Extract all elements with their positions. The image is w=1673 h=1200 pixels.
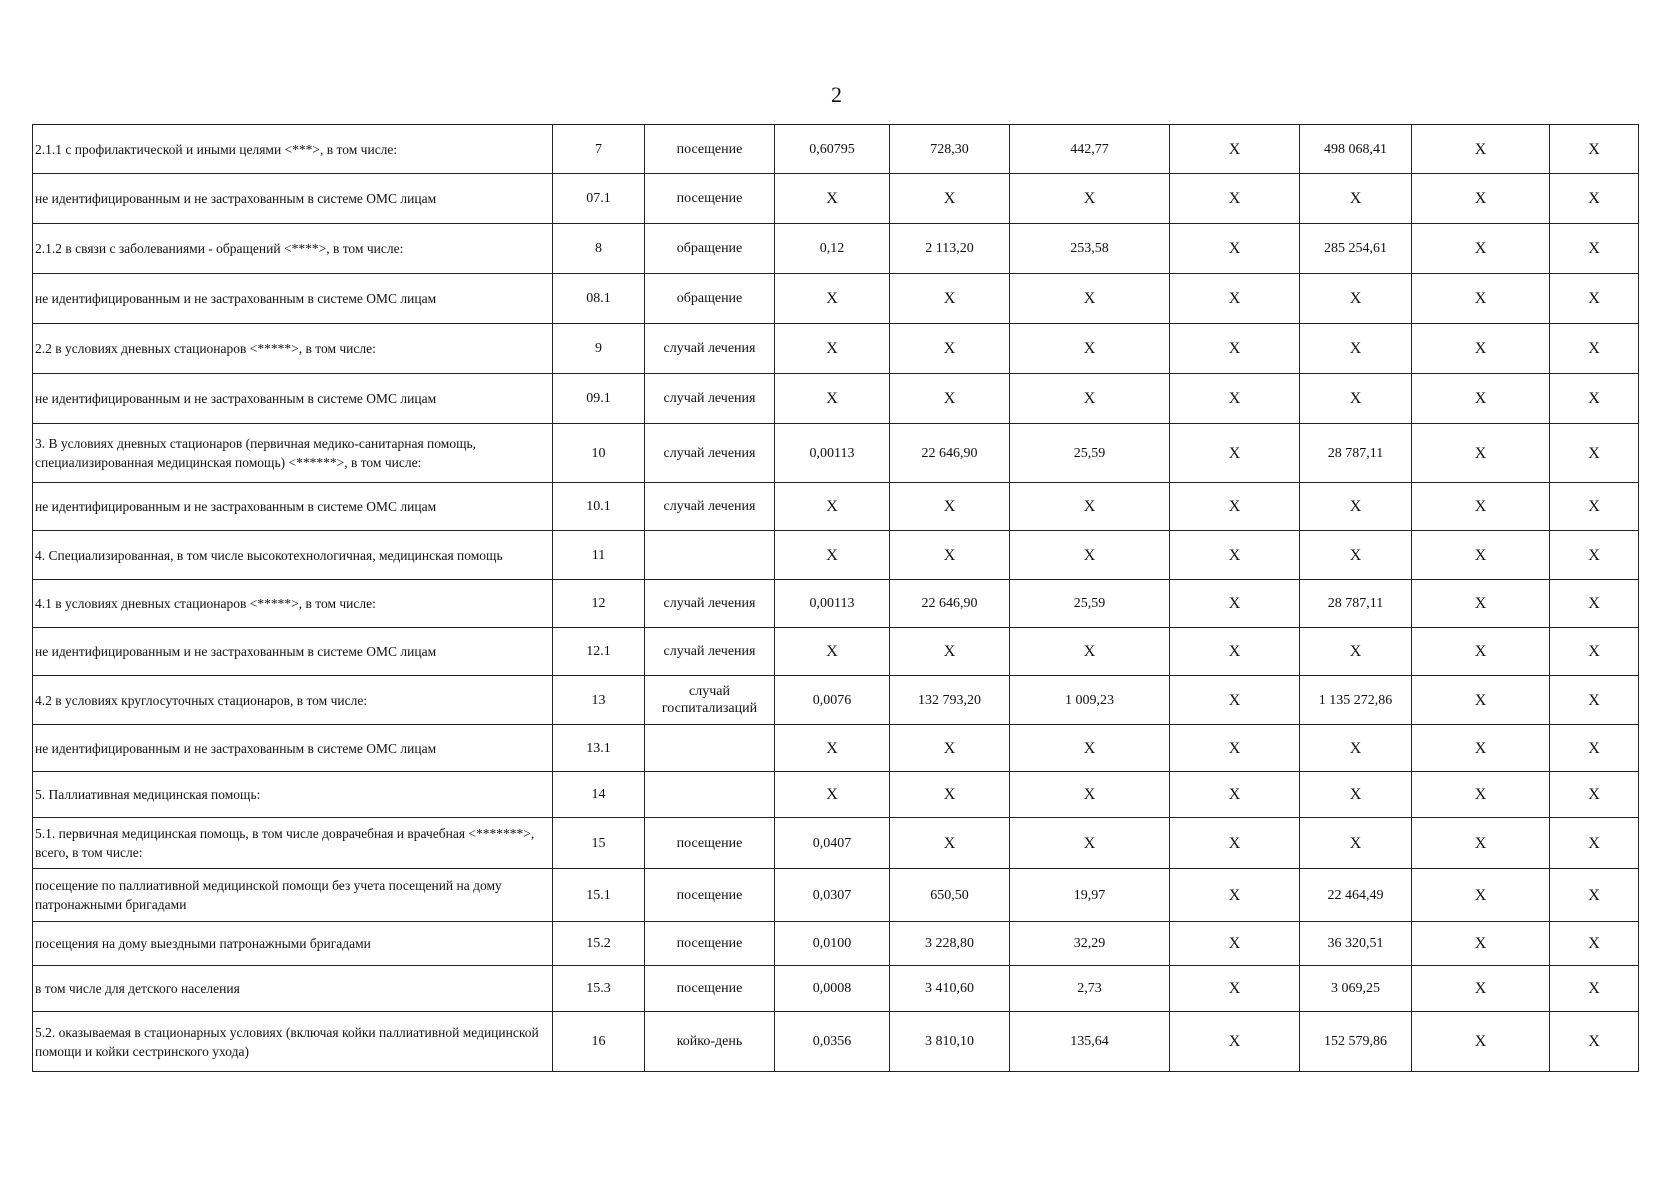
row-value: X <box>1170 224 1300 274</box>
row-code: 10.1 <box>553 483 645 531</box>
table-row <box>33 580 1639 628</box>
row-value: X <box>1412 922 1550 966</box>
row-value: X <box>1412 628 1550 676</box>
row-value: 1 135 272,86 <box>1300 676 1412 725</box>
row-value: X <box>1300 274 1412 324</box>
row-value: X <box>775 628 890 676</box>
row-code: 15.1 <box>553 869 645 922</box>
row-value: X <box>890 274 1010 324</box>
row-value: X <box>1412 483 1550 531</box>
row-code: 8 <box>553 224 645 274</box>
row-value: X <box>1300 483 1412 531</box>
row-value: X <box>890 818 1010 869</box>
row-code: 09.1 <box>553 374 645 424</box>
row-value: X <box>890 531 1010 580</box>
row-value: 3 410,60 <box>890 966 1010 1012</box>
table-row <box>33 324 1639 374</box>
row-name: 2.1.1 с профилактической и иными целями <***>, в том числе: <box>33 125 553 174</box>
row-name: 2.1.2 в связи с заболеваниями - обращений <****>, в том числе: <box>33 224 553 274</box>
row-unit <box>645 725 775 772</box>
row-value: X <box>1170 483 1300 531</box>
row-name: 4.2 в условиях круглосуточных стационаров, в том числе: <box>33 676 553 725</box>
row-value: X <box>1412 174 1550 224</box>
row-value: X <box>1010 274 1170 324</box>
row-value: X <box>1412 676 1550 725</box>
row-value: 0,0356 <box>775 1012 890 1072</box>
row-name: 3. В условиях дневных стационаров (первичная медико-санитарная помощь, специализированная медицинская помощь) <******>, в том числе: <box>33 424 553 483</box>
row-value: X <box>1170 580 1300 628</box>
row-unit: случай госпитализаций <box>645 676 775 725</box>
row-value: X <box>890 772 1010 818</box>
table-row <box>33 818 1639 869</box>
row-value: X <box>1010 628 1170 676</box>
row-code: 9 <box>553 324 645 374</box>
row-value: X <box>1300 531 1412 580</box>
row-value: 19,97 <box>1010 869 1170 922</box>
report-table <box>32 124 1639 1072</box>
row-unit: койко-день <box>645 1012 775 1072</box>
row-name: 5. Паллиативная медицинская помощь: <box>33 772 553 818</box>
row-value: X <box>1412 580 1550 628</box>
row-value: X <box>1170 676 1300 725</box>
row-value: X <box>1412 324 1550 374</box>
row-unit: посещение <box>645 922 775 966</box>
row-unit: посещение <box>645 966 775 1012</box>
table-row <box>33 174 1639 224</box>
table-row <box>33 966 1639 1012</box>
row-value: 22 646,90 <box>890 580 1010 628</box>
row-unit: случай лечения <box>645 424 775 483</box>
row-value: X <box>1550 725 1639 772</box>
table-row <box>33 772 1639 818</box>
row-value: X <box>1412 125 1550 174</box>
row-value: X <box>1170 966 1300 1012</box>
table-row <box>33 374 1639 424</box>
row-unit: случай лечения <box>645 483 775 531</box>
row-unit: обращение <box>645 274 775 324</box>
table-row <box>33 1012 1639 1072</box>
row-value: X <box>1300 818 1412 869</box>
row-name: не идентифицированным и не застрахованным в системе ОМС лицам <box>33 628 553 676</box>
row-value: 0,0407 <box>775 818 890 869</box>
row-name: 5.1. первичная медицинская помощь, в том числе доврачебная и врачебная <*******>, всего, в том числе: <box>33 818 553 869</box>
row-value: X <box>775 772 890 818</box>
row-value: X <box>1170 772 1300 818</box>
row-value: X <box>1550 1012 1639 1072</box>
row-value: 0,60795 <box>775 125 890 174</box>
row-code: 12 <box>553 580 645 628</box>
row-code: 15.3 <box>553 966 645 1012</box>
row-value: X <box>1170 374 1300 424</box>
row-value: X <box>1170 869 1300 922</box>
row-value: X <box>1010 725 1170 772</box>
row-unit: посещение <box>645 818 775 869</box>
table-row <box>33 922 1639 966</box>
row-unit: случай лечения <box>645 628 775 676</box>
row-value: X <box>1300 324 1412 374</box>
row-value: 2,73 <box>1010 966 1170 1012</box>
row-value: X <box>1550 531 1639 580</box>
row-code: 16 <box>553 1012 645 1072</box>
row-value: 650,50 <box>890 869 1010 922</box>
row-value: X <box>1300 374 1412 424</box>
row-unit: случай лечения <box>645 374 775 424</box>
row-name: не идентифицированным и не застрахованным в системе ОМС лицам <box>33 374 553 424</box>
row-value: 25,59 <box>1010 580 1170 628</box>
row-value: 3 228,80 <box>890 922 1010 966</box>
row-name: 4. Специализированная, в том числе высокотехнологичная, медицинская помощь <box>33 531 553 580</box>
table-row <box>33 424 1639 483</box>
row-name: посещения на дому выездными патронажными бригадами <box>33 922 553 966</box>
row-value: X <box>890 628 1010 676</box>
row-unit: посещение <box>645 174 775 224</box>
row-value: X <box>1412 224 1550 274</box>
row-value: X <box>1550 869 1639 922</box>
row-value: X <box>1412 424 1550 483</box>
row-value: 253,58 <box>1010 224 1170 274</box>
row-value: 132 793,20 <box>890 676 1010 725</box>
row-value: X <box>1300 628 1412 676</box>
row-value: 28 787,11 <box>1300 580 1412 628</box>
row-value: X <box>1170 725 1300 772</box>
row-name: в том числе для детского населения <box>33 966 553 1012</box>
row-value: X <box>1170 125 1300 174</box>
row-code: 07.1 <box>553 174 645 224</box>
row-value: X <box>890 483 1010 531</box>
row-value: 0,0100 <box>775 922 890 966</box>
row-value: X <box>1550 483 1639 531</box>
table-row <box>33 869 1639 922</box>
row-code: 10 <box>553 424 645 483</box>
table-row <box>33 676 1639 725</box>
row-name: 2.2 в условиях дневных стационаров <*****>, в том числе: <box>33 324 553 374</box>
row-value: 25,59 <box>1010 424 1170 483</box>
row-value: X <box>1300 772 1412 818</box>
row-value: X <box>1550 274 1639 324</box>
row-value: X <box>1412 966 1550 1012</box>
row-value: X <box>1550 580 1639 628</box>
row-value: X <box>1300 174 1412 224</box>
row-code: 15.2 <box>553 922 645 966</box>
row-value: 0,12 <box>775 224 890 274</box>
row-value: 0,00113 <box>775 580 890 628</box>
row-value: X <box>1170 424 1300 483</box>
row-value: X <box>1170 922 1300 966</box>
row-value: X <box>1412 531 1550 580</box>
row-value: X <box>1550 676 1639 725</box>
row-code: 11 <box>553 531 645 580</box>
row-code: 13.1 <box>553 725 645 772</box>
row-name: не идентифицированным и не застрахованным в системе ОМС лицам <box>33 725 553 772</box>
row-value: X <box>1170 628 1300 676</box>
row-name: 4.1 в условиях дневных стационаров <*****>, в том числе: <box>33 580 553 628</box>
row-unit: посещение <box>645 125 775 174</box>
row-code: 08.1 <box>553 274 645 324</box>
row-unit <box>645 531 775 580</box>
row-value: 0,00113 <box>775 424 890 483</box>
row-value: X <box>1170 324 1300 374</box>
row-value: X <box>1010 324 1170 374</box>
row-value: 135,64 <box>1010 1012 1170 1072</box>
row-unit: обращение <box>645 224 775 274</box>
row-value: X <box>1550 966 1639 1012</box>
row-value: X <box>1010 818 1170 869</box>
row-code: 13 <box>553 676 645 725</box>
row-unit: случай лечения <box>645 324 775 374</box>
row-name: не идентифицированным и не застрахованным в системе ОМС лицам <box>33 174 553 224</box>
row-value: X <box>1010 483 1170 531</box>
row-value: X <box>1170 818 1300 869</box>
row-value: X <box>1550 424 1639 483</box>
table-row <box>33 274 1639 324</box>
row-value: 3 810,10 <box>890 1012 1010 1072</box>
table-row <box>33 725 1639 772</box>
row-value: X <box>1550 224 1639 274</box>
row-value: X <box>775 374 890 424</box>
table-row <box>33 125 1639 174</box>
row-value: 2 113,20 <box>890 224 1010 274</box>
page-number: 2 <box>831 82 842 107</box>
row-value: X <box>1550 174 1639 224</box>
row-value: X <box>1010 374 1170 424</box>
row-value: 1 009,23 <box>1010 676 1170 725</box>
row-value: X <box>890 374 1010 424</box>
row-name: не идентифицированным и не застрахованным в системе ОМС лицам <box>33 483 553 531</box>
row-value: X <box>890 324 1010 374</box>
row-value: X <box>775 483 890 531</box>
row-code: 15 <box>553 818 645 869</box>
row-value: 498 068,41 <box>1300 125 1412 174</box>
row-value: X <box>890 725 1010 772</box>
row-value: X <box>1412 1012 1550 1072</box>
row-value: X <box>1170 174 1300 224</box>
row-name: не идентифицированным и не застрахованным в системе ОМС лицам <box>33 274 553 324</box>
row-value: 36 320,51 <box>1300 922 1412 966</box>
row-value: X <box>775 174 890 224</box>
row-value: X <box>1550 922 1639 966</box>
row-name: 5.2. оказываемая в стационарных условиях (включая койки паллиативной медицинской помощи и койки сестринского ухода) <box>33 1012 553 1072</box>
row-value: 442,77 <box>1010 125 1170 174</box>
row-value: 152 579,86 <box>1300 1012 1412 1072</box>
row-unit: случай лечения <box>645 580 775 628</box>
table-row <box>33 628 1639 676</box>
row-value: X <box>1412 869 1550 922</box>
row-value: 22 646,90 <box>890 424 1010 483</box>
row-value: X <box>1412 818 1550 869</box>
row-value: X <box>1300 725 1412 772</box>
row-value: X <box>1412 274 1550 324</box>
row-value: X <box>775 324 890 374</box>
row-value: X <box>1550 324 1639 374</box>
row-value: X <box>1010 531 1170 580</box>
row-value: 728,30 <box>890 125 1010 174</box>
row-unit <box>645 772 775 818</box>
row-value: X <box>1010 772 1170 818</box>
row-value: X <box>1170 274 1300 324</box>
row-value: X <box>775 725 890 772</box>
row-value: 3 069,25 <box>1300 966 1412 1012</box>
row-code: 7 <box>553 125 645 174</box>
row-value: X <box>1412 374 1550 424</box>
row-value: X <box>1550 818 1639 869</box>
row-value: 0,0307 <box>775 869 890 922</box>
table-row <box>33 531 1639 580</box>
row-value: 285 254,61 <box>1300 224 1412 274</box>
table-row <box>33 224 1639 274</box>
row-value: X <box>775 531 890 580</box>
row-value: 0,0076 <box>775 676 890 725</box>
row-value: X <box>1550 772 1639 818</box>
row-value: X <box>1412 725 1550 772</box>
row-value: 32,29 <box>1010 922 1170 966</box>
row-value: X <box>775 274 890 324</box>
row-value: X <box>1170 1012 1300 1072</box>
row-code: 12.1 <box>553 628 645 676</box>
row-value: 0,0008 <box>775 966 890 1012</box>
row-value: X <box>1550 125 1639 174</box>
row-unit: посещение <box>645 869 775 922</box>
row-value: X <box>1170 531 1300 580</box>
row-value: 28 787,11 <box>1300 424 1412 483</box>
row-value: X <box>890 174 1010 224</box>
row-code: 14 <box>553 772 645 818</box>
row-value: 22 464,49 <box>1300 869 1412 922</box>
row-value: X <box>1412 772 1550 818</box>
row-value: X <box>1550 374 1639 424</box>
row-value: X <box>1010 174 1170 224</box>
row-value: X <box>1550 628 1639 676</box>
table-row <box>33 483 1639 531</box>
row-name: посещение по паллиативной медицинской помощи без учета посещений на дому патронажными бригадами <box>33 869 553 922</box>
